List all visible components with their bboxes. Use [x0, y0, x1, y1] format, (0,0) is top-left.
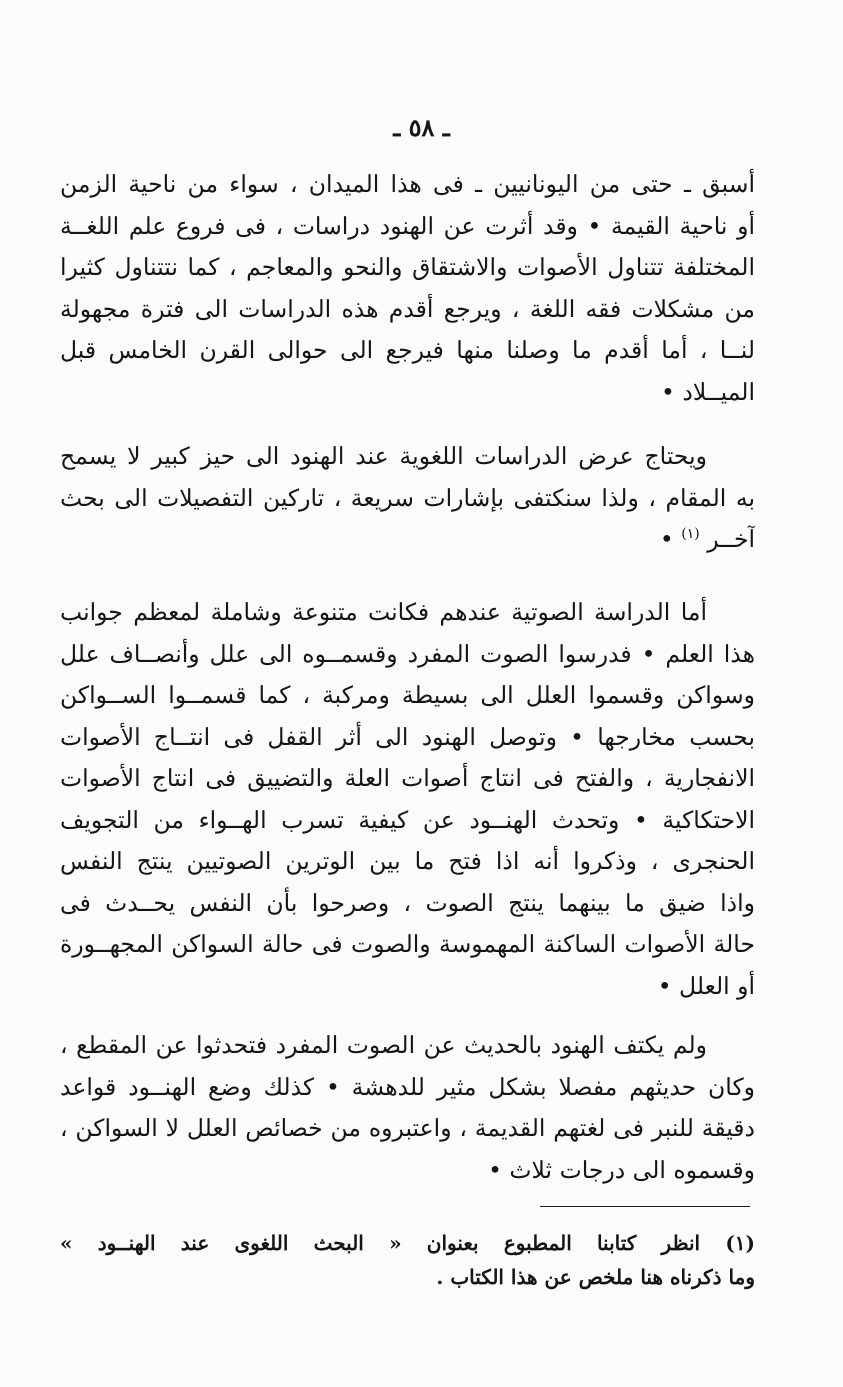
text-line: ولم يكتف الهنود بالحديث عن الصوت المفرد فتحدثوا عن المقطع ،: [60, 1031, 707, 1059]
paragraph-4: [60, 1025, 755, 1191]
sentence-end-mark: •: [659, 525, 674, 553]
text-line: الاحتكاكية • وتحدث الهنــود عن كيفية تسرب الهــواء من التجويف: [60, 805, 755, 834]
text-line: من مشكلات فقه اللغة ، ويرجع أقدم هذه الدراسات الى فترة مجهولة: [60, 294, 755, 323]
text-line: الميــلاد •: [661, 377, 755, 406]
text-line: به المقام ، ولذا سنكتفى بإشارات سريعة ، تاركين التفصيلات الى بحث: [60, 483, 755, 512]
paragraph-2: [60, 436, 755, 561]
footnote: [60, 1226, 755, 1294]
page-number: ـ ٥٨ ـ: [393, 113, 450, 142]
text-line: واذا ضيق ما بينهما ينتج الصوت ، وصرحوا بأن النفس يحــدث فى: [60, 888, 755, 917]
text-line: لنــا ، أما أقدم ما وصلنا منها فيرجع الى حوالى القرن الخامس قبل: [60, 336, 755, 364]
text-line: الانفجارية ، والفتح فى انتاج أصوات العلة والتضييق فى انتاج الأصوات: [60, 764, 755, 792]
text-line: الحنجرى ، وذكروا أنه اذا فتح ما بين الوترين الصوتيين ينتج النفس: [60, 847, 755, 875]
text-line-with-note: [60, 519, 755, 561]
text-line: أسبق ـ حتى من اليونانيين ـ فى هذا الميدان ، سواء من ناحية الزمن: [60, 170, 755, 198]
text-line: أو العلل •: [657, 971, 755, 1000]
text-line: ويحتاج عرض الدراسات اللغوية عند الهنود الى حيز كبير لا يسمح: [60, 442, 707, 470]
footnote-separator: [540, 1206, 750, 1207]
paragraph-3: [60, 592, 755, 1007]
text-line: أو ناحية القيمة • وقد أثرت عن الهنود دراسات ، فى فروع علم اللغــة: [60, 211, 755, 240]
paragraph-1: [60, 164, 755, 413]
text-line: وكان حديثهم مفصلا بشكل مثير للدهشة • كذلك وضع الهنــود قواعد: [60, 1072, 755, 1101]
text-line: المختلفة تتناول الأصوات والاشتقاق والنحو والمعاجم ، كما نتتناول كثيرا: [60, 253, 755, 281]
text-line: وقسموه الى درجات ثلاث •: [488, 1155, 755, 1184]
text-line: دقيقة للنبر فى لغتهم القديمة ، واعتبروه من خصائص العلل لا السواكن ،: [60, 1114, 755, 1142]
text-fragment: آخــر: [707, 525, 755, 553]
footnote-line: وما ذكرناه هنا ملخص عن هذا الكتاب .: [436, 1265, 755, 1289]
footnote-line: (١) انظر كتابنا المطبوع بعنوان « البحث اللغوى عند الهنــود »: [60, 1231, 755, 1255]
text-line: حالة الأصوات الساكنة المهموسة والصوت فى حالة السواكن المجهــورة: [60, 930, 755, 958]
text-line: أما الدراسة الصوتية عندهم فكانت متنوعة وشاملة لمعظم جوانب: [60, 598, 707, 626]
footnote-reference: (١): [681, 526, 700, 543]
text-line: وسواكن وقسموا العلل الى بسيطة ومركبة ، كما قسمــوا الســواكن: [60, 681, 755, 709]
text-line: بحسب مخارجها • وتوصل الهنود الى أثر القفل فى انتــاج الأصوات: [60, 722, 755, 751]
text-line: هذا العلم • فدرسوا الصوت المفرد وقسمــوه الى علل وأنصــاف علل: [60, 639, 755, 668]
